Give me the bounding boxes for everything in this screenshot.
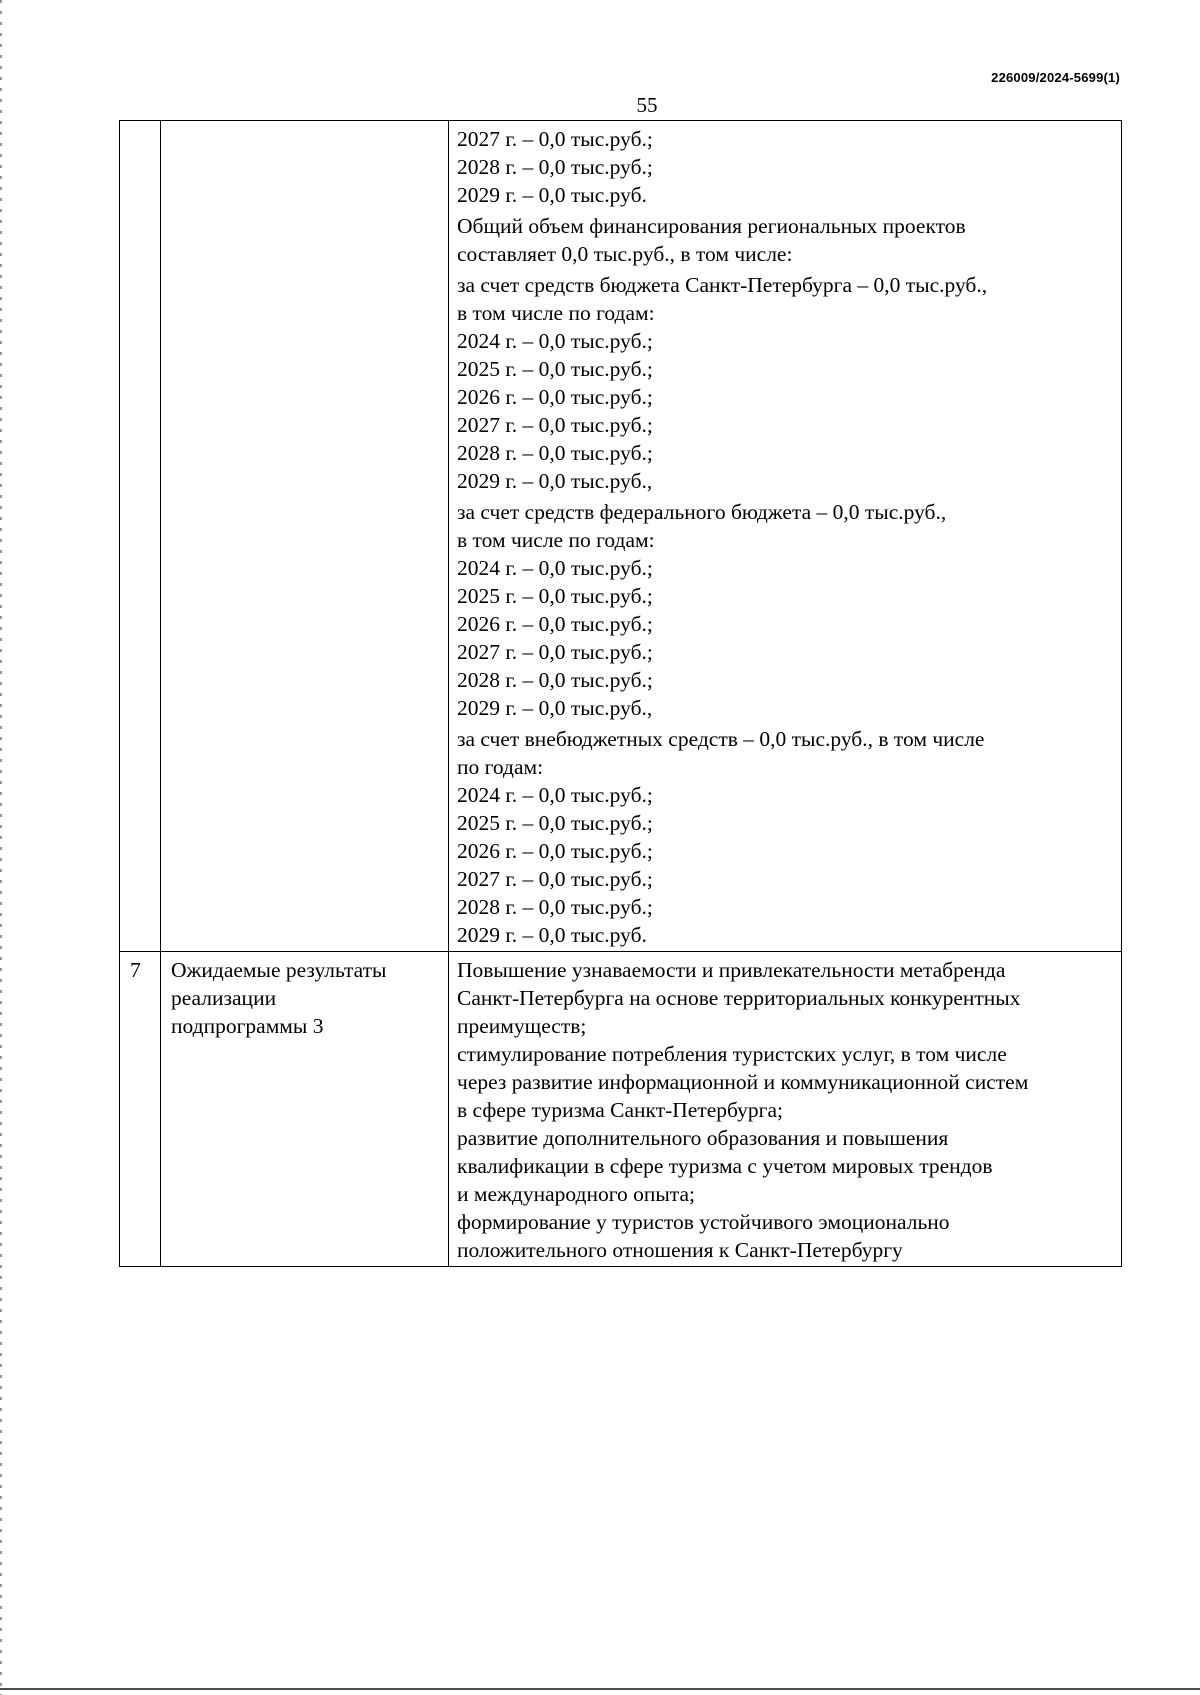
funding-lines (449, 121, 1121, 951)
text-line: Общий объем финансирования региональных проектов (457, 214, 966, 238)
text-line: за счет средств бюджета Санкт-Петербурга – 0,0 тыс.руб., (457, 273, 988, 297)
text-line: 2025 г. – 0,0 тыс.руб.; (457, 584, 653, 608)
text-line: 2027 г. – 0,0 тыс.руб.; (457, 127, 653, 151)
row-label-cell (161, 952, 449, 1267)
scan-edge-left (0, 0, 2, 1695)
text-line: подпрограммы 3 (171, 1014, 324, 1038)
expected-results-lines (449, 952, 1121, 1266)
text-line: 2028 г. – 0,0 тыс.руб.; (457, 668, 653, 692)
row-content-cell (449, 121, 1122, 952)
text-line: 2024 г. – 0,0 тыс.руб.; (457, 556, 653, 580)
text-line: развитие дополнительного образования и повышения (457, 1126, 949, 1150)
row-number: 7 (130, 958, 141, 982)
text-line: за счет внебюджетных средств – 0,0 тыс.руб., в том числе (457, 727, 985, 751)
text-line: по годам: (457, 755, 544, 779)
text-line: реализации (171, 986, 277, 1010)
text-line: формирование у туристов устойчивого эмоционально (457, 1210, 950, 1234)
row-label (161, 952, 448, 1040)
text-line: составляет 0,0 тыс.руб., в том числе: (457, 242, 793, 266)
text-line: через развитие информационной и коммуникационной систем (457, 1070, 1029, 1094)
text-line: стимулирование потребления туристских услуг, в том числе (457, 1042, 1007, 1066)
text-line: и международного опыта; (457, 1182, 695, 1206)
text-line: в сфере туризма Санкт-Петербурга; (457, 1098, 783, 1122)
text-line: 2029 г. – 0,0 тыс.руб., (457, 469, 653, 493)
text-line: Повышение узнаваемости и привлекательности метабренда (457, 958, 1006, 982)
text-line: 2025 г. – 0,0 тыс.руб.; (457, 357, 653, 381)
scan-edge-bottom (0, 1688, 1200, 1690)
text-line: Ожидаемые результаты (171, 958, 387, 982)
text-line: 2028 г. – 0,0 тыс.руб.; (457, 895, 653, 919)
text-line: 2024 г. – 0,0 тыс.руб.; (457, 329, 653, 353)
text-line: 2029 г. – 0,0 тыс.руб. (457, 923, 647, 947)
text-line: 2026 г. – 0,0 тыс.руб.; (457, 612, 653, 636)
text-line: 2027 г. – 0,0 тыс.руб.; (457, 640, 653, 664)
text-line: 2026 г. – 0,0 тыс.руб.; (457, 385, 653, 409)
text-line: 2027 г. – 0,0 тыс.руб.; (457, 413, 653, 437)
text-line: 2026 г. – 0,0 тыс.руб.; (457, 839, 653, 863)
text-line: 2029 г. – 0,0 тыс.руб. (457, 183, 647, 207)
program-table (119, 120, 1122, 1267)
row-number-cell (120, 121, 161, 952)
text-line: в том числе по годам: (457, 301, 655, 325)
table-row (120, 121, 1122, 952)
text-line: Санкт-Петербурга на основе территориальных конкурентных (457, 986, 1021, 1010)
table-row (120, 952, 1122, 1267)
document-id: 226009/2024-5699(1) (991, 70, 1120, 85)
text-line: 2027 г. – 0,0 тыс.руб.; (457, 867, 653, 891)
text-line: в том числе по годам: (457, 528, 655, 552)
page-number: 55 (636, 93, 658, 117)
row-number-cell (120, 952, 161, 1267)
text-line: преимуществ; (457, 1014, 587, 1038)
text-line: 2029 г. – 0,0 тыс.руб., (457, 696, 653, 720)
row-label-cell (161, 121, 449, 952)
text-line: 2024 г. – 0,0 тыс.руб.; (457, 783, 653, 807)
text-line: 2025 г. – 0,0 тыс.руб.; (457, 811, 653, 835)
text-line: положительного отношения к Санкт-Петербургу (457, 1238, 903, 1262)
text-line: 2028 г. – 0,0 тыс.руб.; (457, 441, 653, 465)
row-content-cell (449, 952, 1122, 1267)
text-line: за счет средств федерального бюджета – 0,0 тыс.руб., (457, 500, 947, 524)
text-line: квалификации в сфере туризма с учетом мировых трендов (457, 1154, 993, 1178)
text-line: 2028 г. – 0,0 тыс.руб.; (457, 155, 653, 179)
